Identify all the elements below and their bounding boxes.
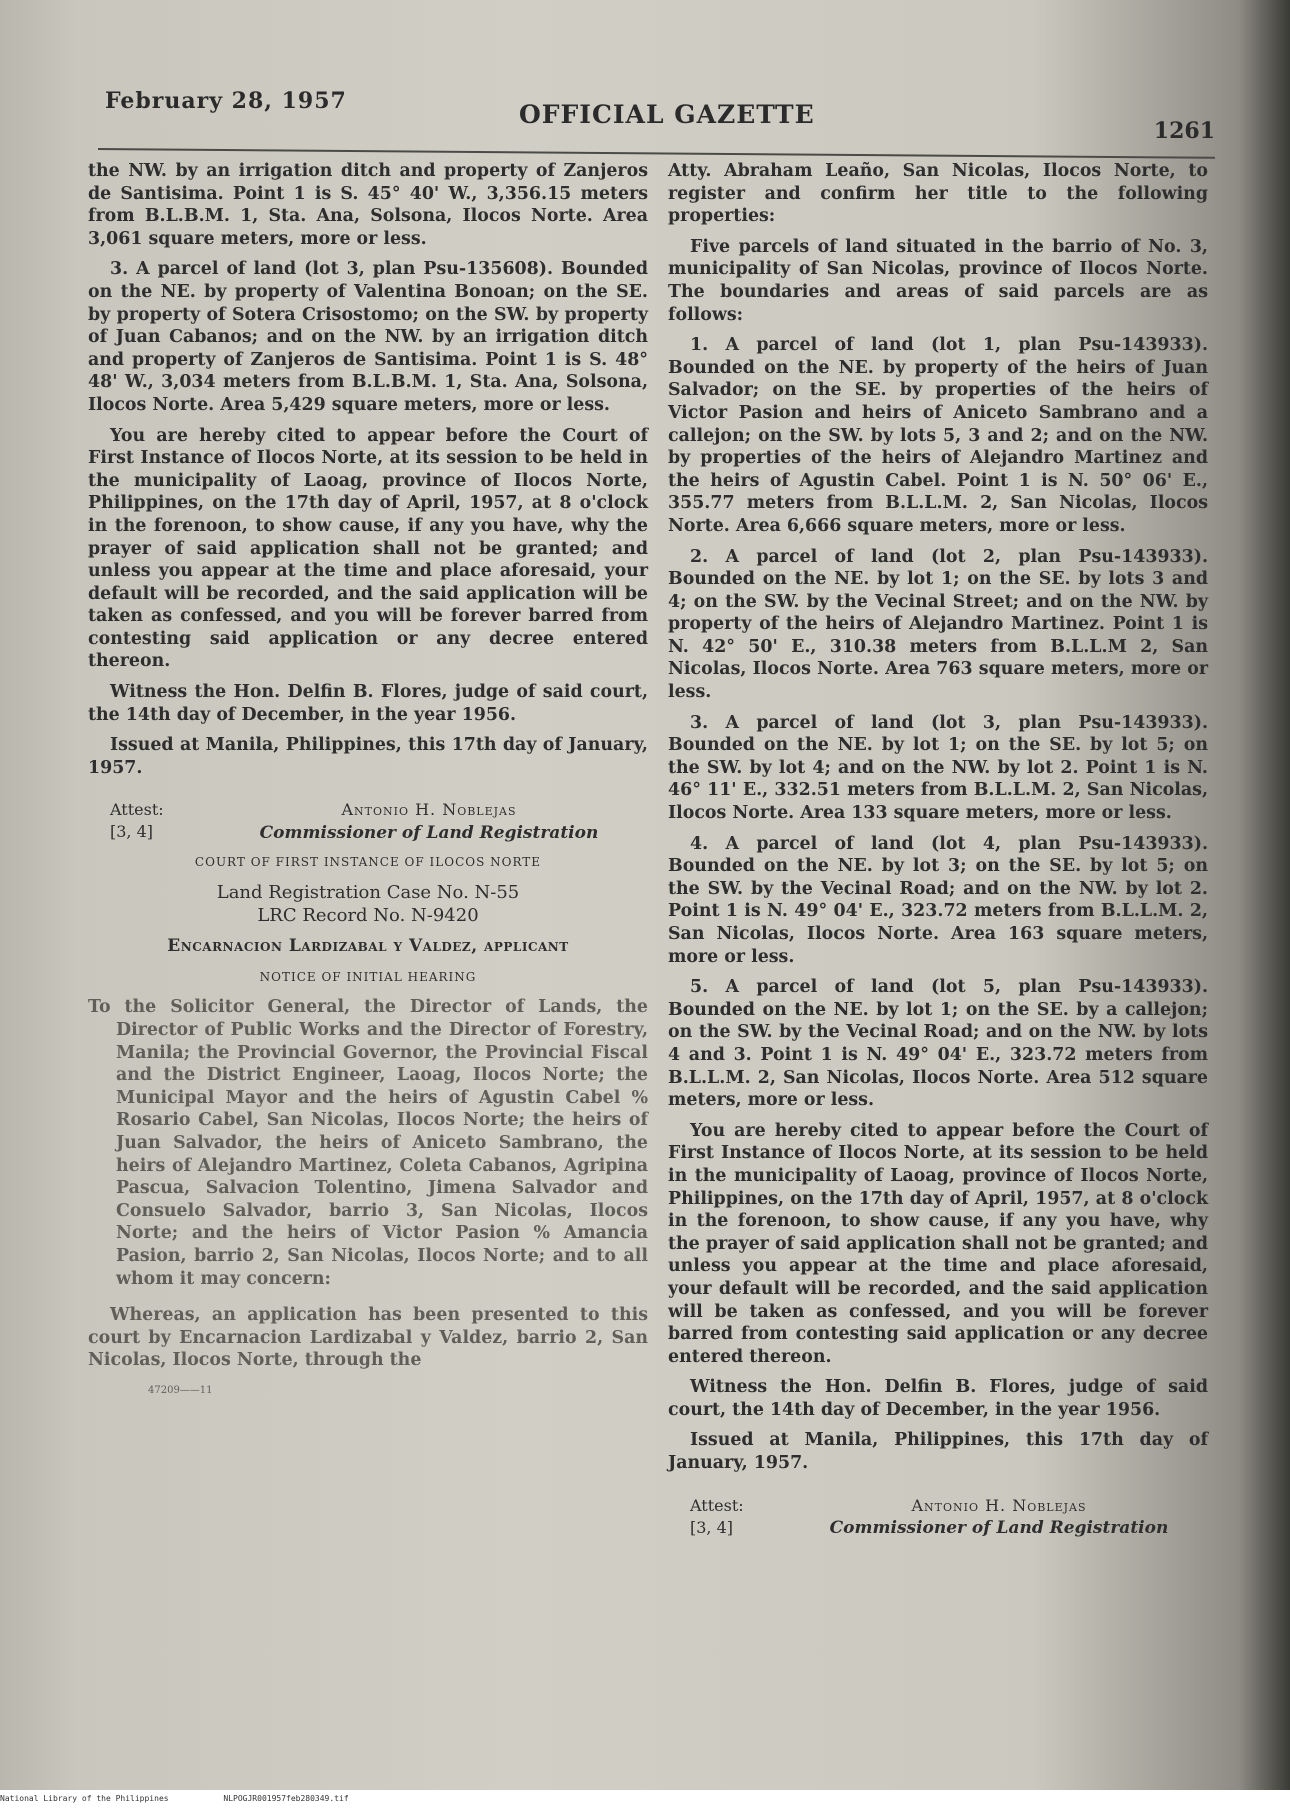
- issue-date: February 28, 1957: [105, 88, 347, 114]
- paragraph: 3. A parcel of land (lot 3, plan Psu-143933). Bounded on the NE. by lot 1; on the SE. by lot 5; on the SW. by lot 4; and on the NW. by lot 2. Point 1 is N. 46° 11' E., 332.51 meters from B.L.L.M. 2, San Nicolas, Ilocos Norte. Area 133 square meters, more or less.: [668, 712, 1208, 824]
- signer-name: Antonio H. Noblejas: [911, 1495, 1087, 1515]
- right-column: [668, 160, 1208, 1546]
- header-rule: [98, 148, 1215, 159]
- signer-title: Commissioner of Land Registration: [259, 823, 599, 844]
- paragraph: You are hereby cited to appear before the Court of First Instance of Ilocos Norte, at its session to be held in the municipality of Laoag, province of Ilocos Norte, Philippines, on the 17th day of April, 1957, at 8 o'clock in the forenoon, to show cause, if any you have, why the prayer of said application shall not be granted; and unless you appear at the time and place aforesaid, your default will be recorded, and the said application will be taken as confessed, and you will be forever barred from contesting said application or any decree entered thereon.: [668, 1120, 1208, 1367]
- scan-filename: NLPOGJR001957feb280349.tif: [223, 1794, 349, 1803]
- attestation-block: [690, 1495, 1208, 1540]
- paragraph: Five parcels of land situated in the barrio of No. 3, municipality of San Nicolas, province of Ilocos Norte. The boundaries and areas of said parcels are as follows:: [668, 236, 1208, 325]
- court-title: COURT OF FIRST INSTANCE OF ILOCOS NORTE: [194, 854, 542, 869]
- addressees: To the Solicitor General, the Director of Lands, the Director of Public Works and the Director of Forestry, Manila; the Provincial Governor, the Provincial Fiscal and the District Engineer, Laoag, Ilocos Norte; the Municipal Mayor and the heirs of Agustin Cabel % Rosario Cabel, San Nicolas, Ilocos Norte; the heirs of Juan Salvador, the heirs of Aniceto Sambrano, the heirs of Alejandro Martinez, Coleta Cabanos, Agripina Pascua, Salvacion Tolentino, Jimena Salvador and Consuelo Salvador, barrio 3, San Nicolas, Ilocos Norte; and the heirs of Victor Pasion % Amancia Pasion, barrio 2, San Nicolas, Ilocos Norte; and to all whom it may concern:: [88, 997, 648, 1289]
- attest-ref: [3, 4]: [110, 822, 154, 842]
- signer-name: Antonio H. Noblejas: [341, 800, 517, 820]
- paragraph: 5. A parcel of land (lot 5, plan Psu-143933). Bounded on the NE. by lot 1; on the SE. by a callejon; on the SW. by the Vecinal Road; and on the NW. by lots 4 and 3. Point 1 is N. 49° 04' E., 323.72 meters from B.L.L.M. 2, San Nicolas, Ilocos Norte. Area 512 square meters, more or less.: [668, 977, 1208, 1111]
- paragraph: Witness the Hon. Delfin B. Flores, judge of said court, the 14th day of December, in the year 1956.: [88, 682, 648, 725]
- paragraph: Issued at Manila, Philippines, this 17th day of January, 1957.: [88, 735, 648, 778]
- paragraph: Issued at Manila, Philippines, this 17th day of January, 1957.: [668, 1430, 1208, 1474]
- footnote-code: 47209——11: [148, 1384, 213, 1396]
- case-number: Land Registration Case No. N-55: [216, 882, 520, 904]
- paragraph: 1. A parcel of land (lot 1, plan Psu-143933). Bounded on the NE. by property of the heirs of Juan Salvador; on the SE. by properties of the heirs of Victor Pasion and heirs of Aniceto Sambrano and a callejon; on the SW. by lots 5, 3 and 2; and on the NW. by properties of the heirs of Alejandro Martinez and the heirs of Agustin Cabel. Point 1 is N. 50° 06' E., 355.77 meters from B.L.L.M. 2, San Nicolas, Ilocos Norte. Area 6,666 square meters, more or less.: [668, 335, 1208, 536]
- left-column: [88, 160, 648, 1403]
- paragraph: 3. A parcel of land (lot 3, plan Psu-135608). Bounded on the NE. by property of Valentina Bonoan; on the SE. by property of Sotera Crisostomo; on the SW. by property of Juan Cabanos; and on the NW. by an irrigation ditch and property of Zanjeros de Santisima. Point 1 is S. 48° 48' W., 3,034 meters from B.L.B.M. 1, Sta. Ana, Solsona, Ilocos Norte. Area 5,429 square meters, more or less.: [88, 259, 648, 415]
- paragraph: You are hereby cited to appear before the Court of First Instance of Ilocos Norte, at its session to be held in the municipality of Laoag, province of Ilocos Norte, Philippines, on the 17th day of April, 1957, at 8 o'clock in the forenoon, to show cause, if any you have, why the prayer of said application shall not be granted; and unless you appear at the time and place aforesaid, your default will be recorded, and the said application will be taken as confessed, and you will be forever barred from contesting said application or any decree entered thereon.: [88, 425, 648, 672]
- whereas-paragraph: Whereas, an application has been presented to this court by Encarnacion Lardizabal y Valdez, barrio 2, San Nicolas, Ilocos Norte, through the: [88, 1305, 648, 1371]
- paragraph: 4. A parcel of land (lot 4, plan Psu-143933). Bounded on the NE. by lot 3; on the SE. by lot 5; on the SW. by the Vecinal Road; and on the NW. by lot 2. Point 1 is N. 49° 04' E., 323.72 meters from B.L.L.M. 2, San Nicolas, Ilocos Norte. Area 163 square meters, more or less.: [668, 833, 1208, 967]
- library-credit: National Library of the Philippines: [0, 1794, 169, 1803]
- attest-label: Attest:: [690, 1495, 744, 1515]
- paragraph: Atty. Abraham Leaño, San Nicolas, Ilocos Norte, to register and confirm her title to the following properties:: [668, 161, 1208, 227]
- attest-ref: [3, 4]: [690, 1517, 734, 1537]
- paragraph: 2. A parcel of land (lot 2, plan Psu-143933). Bounded on the NE. by lot 1; on the SE. by lots 3 and 4; on the SW. by the Vecinal Street; and on the NW. by property of the heirs of Alejandro Martinez. Point 1 is N. 42° 50' E., 310.38 meters from B.L.L.M 2, San Nicolas, Ilocos Norte. Area 763 square meters, more or less.: [668, 546, 1208, 703]
- page-header: [105, 88, 1215, 148]
- applicant-line: Encarnacion Lardizabal y Valdez, applicant: [167, 936, 569, 957]
- signer-title: Commissioner of Land Registration: [829, 1518, 1169, 1539]
- paragraph: Witness the Hon. Delfin B. Flores, judge of said court, the 14th day of December, in the year 1956.: [668, 1377, 1208, 1420]
- page-number: 1261: [1153, 118, 1215, 144]
- lrc-record: LRC Record No. N-9420: [257, 905, 479, 927]
- scan-footer: [0, 1790, 1290, 1808]
- attest-label: Attest:: [110, 800, 164, 820]
- attestation-block: [110, 799, 648, 844]
- paragraph: the NW. by an irrigation ditch and property of Zanjeros de Santisima. Point 1 is S. 45° 40' W., 3,356.15 meters from B.L.B.M. 1, Sta. Ana, Solsona, Ilocos Norte. Area 3,061 square meters, more or less.: [88, 161, 648, 249]
- publication-title: OFFICIAL GAZETTE: [519, 100, 815, 129]
- notice-title: NOTICE OF INITIAL HEARING: [259, 969, 477, 984]
